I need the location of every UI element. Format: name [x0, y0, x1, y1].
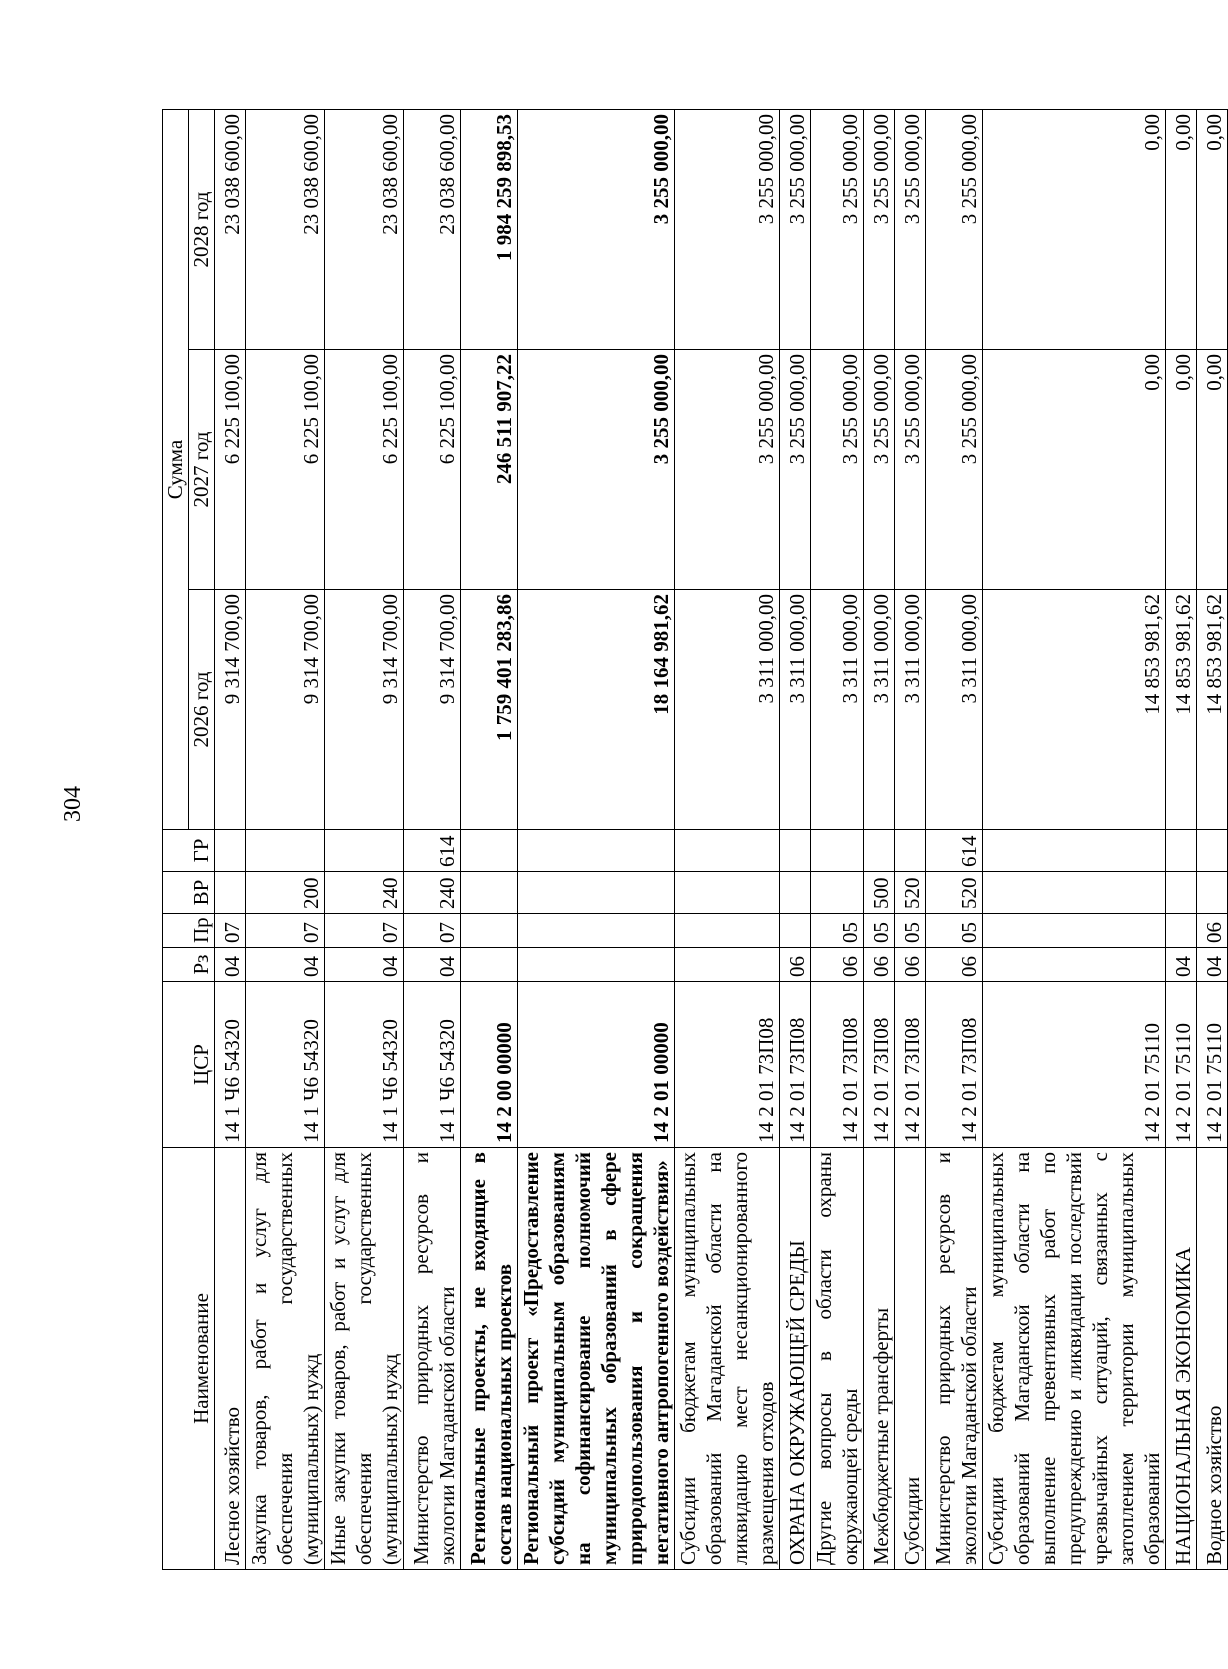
cell-vr: 500	[864, 872, 895, 914]
cell-y2027: 0,00	[1166, 350, 1197, 590]
cell-name: Субсидии бюджетам муниципальных образований Магаданской области на ликвидацию мест несанкционированного размещения отходов	[675, 1148, 780, 1570]
cell-vr	[1166, 872, 1197, 914]
cell-y2028: 0,00	[983, 109, 1166, 349]
cell-name: Субсидии	[895, 1148, 926, 1570]
cell-pr: 05	[895, 914, 926, 948]
cell-y2028: 3 255 000,00	[675, 109, 780, 349]
cell-y2027: 3 255 000,00	[864, 350, 895, 590]
cell-y2026: 9 314 700,00	[404, 590, 461, 830]
cell-csr: 14 1 Ч6 54320	[246, 982, 325, 1148]
cell-y2027: 3 255 000,00	[926, 350, 983, 590]
cell-y2026: 9 314 700,00	[325, 590, 404, 830]
cell-name: Региональный проект «Предоставление субсидий муниципальным образованиям на софинансирование полномочий муниципальных образований в сфере природопользования и сокращения негативного антропогенного воздействия»	[518, 1148, 675, 1570]
cell-rz: 06	[895, 948, 926, 982]
cell-y2027: 6 225 100,00	[325, 350, 404, 590]
cell-csr: 14 2 01 73П08	[675, 982, 780, 1148]
cell-csr: 14 2 00 00000	[461, 982, 518, 1148]
cell-rz	[983, 948, 1166, 982]
cell-rz: 06	[926, 948, 983, 982]
cell-pr	[780, 914, 811, 948]
cell-y2026: 3 311 000,00	[895, 590, 926, 830]
cell-y2026: 14 853 981,62	[1197, 590, 1228, 830]
cell-rz: 04	[404, 948, 461, 982]
cell-rz: 06	[780, 948, 811, 982]
cell-name: Субсидии бюджетам муниципальных образований Магаданской области на выполнение превентивных работ по предупреждению и ликвидации последствий чрезвычайных ситуаций, связанных с затоплением территории муниципальных образований	[983, 1148, 1166, 1570]
cell-y2028: 23 038 600,00	[325, 109, 404, 349]
page-number: 304	[60, 786, 86, 822]
cell-name: Министерство природных ресурсов и экологии Магаданской области	[404, 1148, 461, 1570]
header-csr: ЦСР	[163, 982, 215, 1148]
header-name: Наименование	[163, 1148, 215, 1570]
table-row	[895, 109, 926, 1569]
cell-gr	[215, 830, 246, 872]
cell-pr	[461, 914, 518, 948]
cell-vr	[215, 872, 246, 914]
cell-gr	[675, 830, 780, 872]
cell-rz: 06	[811, 948, 864, 982]
cell-csr: 14 1 Ч6 54320	[404, 982, 461, 1148]
cell-gr	[325, 830, 404, 872]
cell-y2026: 3 311 000,00	[864, 590, 895, 830]
cell-csr: 14 2 01 73П08	[926, 982, 983, 1148]
header-gr: ГР	[163, 830, 215, 872]
cell-gr	[518, 830, 675, 872]
cell-pr: 07	[325, 914, 404, 948]
header-year-2027: 2027 год	[189, 350, 215, 590]
cell-pr: 07	[246, 914, 325, 948]
cell-rz: 06	[864, 948, 895, 982]
cell-y2028: 1 984 259 898,53	[461, 109, 518, 349]
cell-pr	[675, 914, 780, 948]
cell-gr: 614	[404, 830, 461, 872]
cell-vr: 200	[246, 872, 325, 914]
cell-name: Водное хозяйство	[1197, 1148, 1228, 1570]
cell-gr	[983, 830, 1166, 872]
cell-vr	[811, 872, 864, 914]
cell-y2027: 3 255 000,00	[518, 350, 675, 590]
budget-table	[162, 109, 1228, 1570]
cell-pr: 05	[926, 914, 983, 948]
cell-y2027: 6 225 100,00	[246, 350, 325, 590]
header-sum: Сумма	[163, 109, 189, 829]
cell-y2026: 1 759 401 283,86	[461, 590, 518, 830]
cell-rz	[461, 948, 518, 982]
table-row	[926, 109, 983, 1569]
cell-csr: 14 2 01 73П08	[864, 982, 895, 1148]
cell-gr	[1197, 830, 1228, 872]
cell-y2028: 3 255 000,00	[895, 109, 926, 349]
table-row	[461, 109, 518, 1569]
cell-csr: 14 1 Ч6 54320	[215, 982, 246, 1148]
header-vr: ВР	[163, 872, 215, 914]
cell-csr: 14 2 01 75110	[1166, 982, 1197, 1148]
cell-pr	[983, 914, 1166, 948]
cell-y2027: 6 225 100,00	[404, 350, 461, 590]
cell-pr: 05	[811, 914, 864, 948]
cell-csr: 14 2 01 73П08	[780, 982, 811, 1148]
cell-rz: 04	[1166, 948, 1197, 982]
table-row	[983, 109, 1166, 1569]
cell-vr	[780, 872, 811, 914]
cell-pr: 07	[215, 914, 246, 948]
cell-gr: 614	[926, 830, 983, 872]
cell-pr	[1166, 914, 1197, 948]
cell-gr	[864, 830, 895, 872]
cell-rz: 04	[246, 948, 325, 982]
cell-y2027: 3 255 000,00	[895, 350, 926, 590]
cell-name: Лесное хозяйство	[215, 1148, 246, 1570]
cell-name: Межбюджетные трансферты	[864, 1148, 895, 1570]
cell-rz	[675, 948, 780, 982]
table-row	[246, 109, 325, 1569]
cell-name: Региональные проекты, не входящие в состав национальных проектов	[461, 1148, 518, 1570]
cell-y2027: 3 255 000,00	[780, 350, 811, 590]
cell-gr	[780, 830, 811, 872]
cell-gr	[1166, 830, 1197, 872]
cell-y2028: 3 255 000,00	[811, 109, 864, 349]
cell-vr: 520	[895, 872, 926, 914]
cell-y2026: 9 314 700,00	[246, 590, 325, 830]
table-row	[404, 109, 461, 1569]
cell-rz: 04	[325, 948, 404, 982]
table-row	[675, 109, 780, 1569]
cell-vr	[518, 872, 675, 914]
cell-vr	[675, 872, 780, 914]
cell-y2028: 23 038 600,00	[215, 109, 246, 349]
cell-name: Другие вопросы в области охраны окружающей среды	[811, 1148, 864, 1570]
cell-name: Закупка товаров, работ и услуг для обеспечения государственных (муниципальных) нужд	[246, 1148, 325, 1570]
cell-gr	[246, 830, 325, 872]
cell-csr: 14 2 01 73П08	[811, 982, 864, 1148]
rotated-table-container	[162, 110, 1226, 1570]
cell-csr: 14 2 01 75110	[983, 982, 1166, 1148]
cell-name: ОХРАНА ОКРУЖАЮЩЕЙ СРЕДЫ	[780, 1148, 811, 1570]
cell-vr	[983, 872, 1166, 914]
cell-y2028: 23 038 600,00	[404, 109, 461, 349]
table-row	[215, 109, 246, 1569]
table-row	[1166, 109, 1197, 1569]
cell-y2026: 3 311 000,00	[811, 590, 864, 830]
cell-gr	[811, 830, 864, 872]
cell-y2027: 246 511 907,22	[461, 350, 518, 590]
cell-gr	[895, 830, 926, 872]
table-row	[325, 109, 404, 1569]
table-row	[811, 109, 864, 1569]
cell-vr: 240	[404, 872, 461, 914]
cell-csr: 14 2 01 75110	[1197, 982, 1228, 1148]
cell-y2028: 0,00	[1166, 109, 1197, 349]
cell-y2027: 0,00	[1197, 350, 1228, 590]
cell-y2026: 18 164 981,62	[518, 590, 675, 830]
cell-y2028: 3 255 000,00	[518, 109, 675, 349]
header-row-1	[163, 109, 189, 1569]
cell-y2027: 3 255 000,00	[675, 350, 780, 590]
cell-vr	[1197, 872, 1228, 914]
table-row	[864, 109, 895, 1569]
cell-rz	[518, 948, 675, 982]
cell-y2028: 23 038 600,00	[246, 109, 325, 349]
cell-pr: 05	[864, 914, 895, 948]
table-body	[215, 109, 1228, 1569]
cell-y2028: 3 255 000,00	[926, 109, 983, 349]
cell-name: Министерство природных ресурсов и экологии Магаданской области	[926, 1148, 983, 1570]
cell-y2026: 14 853 981,62	[983, 590, 1166, 830]
cell-pr: 06	[1197, 914, 1228, 948]
table-row	[518, 109, 675, 1569]
cell-csr: 14 1 Ч6 54320	[325, 982, 404, 1148]
cell-y2028: 3 255 000,00	[780, 109, 811, 349]
cell-vr: 520	[926, 872, 983, 914]
cell-y2027: 6 225 100,00	[215, 350, 246, 590]
cell-pr: 07	[404, 914, 461, 948]
cell-name: НАЦИОНАЛЬНАЯ ЭКОНОМИКА	[1166, 1148, 1197, 1570]
table-row	[1197, 109, 1228, 1569]
cell-y2027: 3 255 000,00	[811, 350, 864, 590]
cell-csr: 14 2 01 00000	[518, 982, 675, 1148]
cell-vr: 240	[325, 872, 404, 914]
cell-pr	[518, 914, 675, 948]
table-row	[780, 109, 811, 1569]
cell-vr	[461, 872, 518, 914]
cell-rz: 04	[215, 948, 246, 982]
cell-y2026: 3 311 000,00	[675, 590, 780, 830]
cell-gr	[461, 830, 518, 872]
cell-y2026: 3 311 000,00	[926, 590, 983, 830]
cell-csr: 14 2 01 73П08	[895, 982, 926, 1148]
header-year-2028: 2028 год	[189, 109, 215, 349]
header-pr: Пр	[163, 914, 215, 948]
cell-rz: 04	[1197, 948, 1228, 982]
header-rz: Рз	[163, 948, 215, 982]
cell-y2028: 3 255 000,00	[864, 109, 895, 349]
header-year-2026: 2026 год	[189, 590, 215, 830]
cell-y2026: 9 314 700,00	[215, 590, 246, 830]
cell-y2027: 0,00	[983, 350, 1166, 590]
cell-y2028: 0,00	[1197, 109, 1228, 349]
cell-name: Иные закупки товаров, работ и услуг для обеспечения государственных (муниципальных) нужд	[325, 1148, 404, 1570]
cell-y2026: 14 853 981,62	[1166, 590, 1197, 830]
cell-y2026: 3 311 000,00	[780, 590, 811, 830]
